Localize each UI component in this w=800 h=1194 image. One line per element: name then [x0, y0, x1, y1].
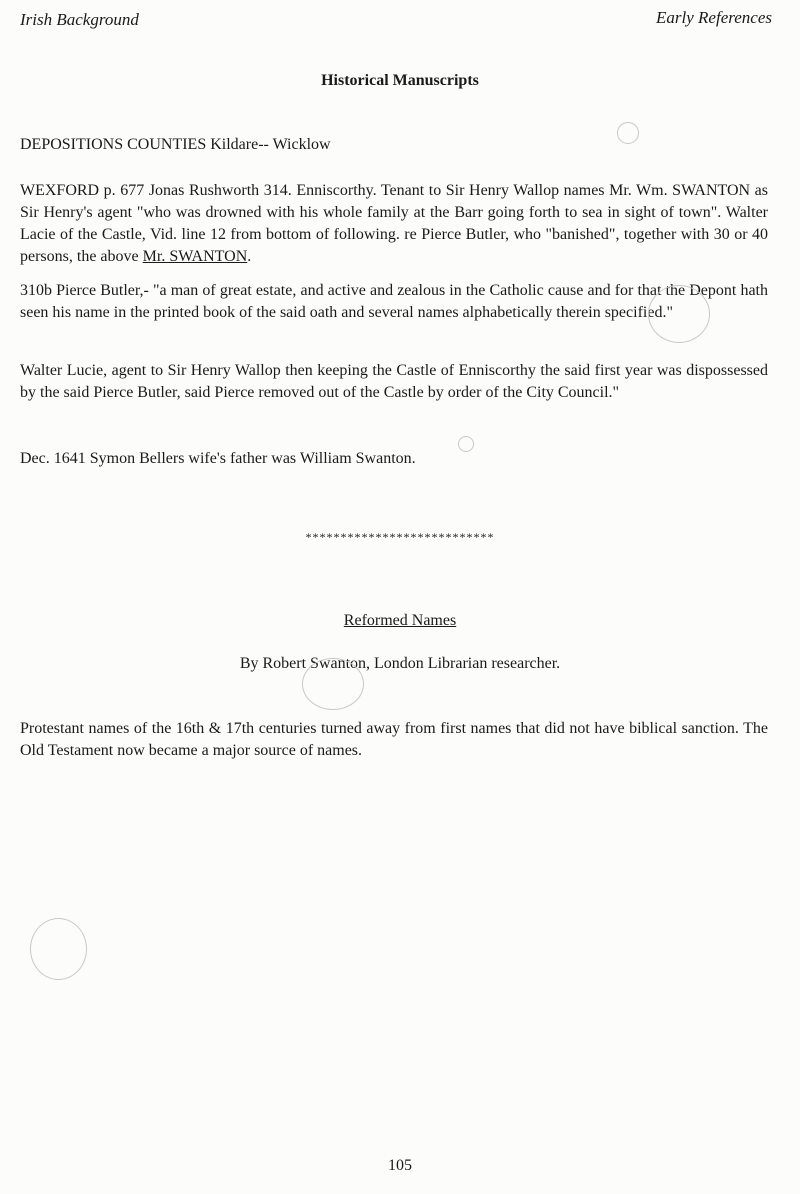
wexford-text: WEXFORD p. 677 Jonas Rushworth 314. Enniscorthy. Tenant to Sir Henry Wallop names Mr. Wm. SWANTON as Sir Henry's agent "who was drowned with his whole family at the Barr going forth to sea in sight of town". Walter Lacie of the Castle, Vid. line 12 from bottom of following. re Pierce Butler, who "banished", together with 30 or 40 persons, the above — [20, 182, 768, 265]
section-byline: By Robert Swanton, London Librarian researcher. — [239, 655, 561, 672]
header-right-title: Early References — [656, 8, 772, 27]
protestant-names-paragraph: Protestant names of the 16th & 17th centuries turned away from first names that did not have biblical sanction. The Old Testament now became a major source of names. — [20, 720, 768, 759]
page-title: Historical Manuscripts — [321, 72, 479, 89]
wexford-end: . — [247, 248, 252, 265]
walter-lucie-paragraph: Walter Lucie, agent to Sir Henry Wallop then keeping the Castle of Enniscorthy the said first year was dispossessed by the said Pierce Butler, said Pierce removed out of the Castle by order of the City Council." — [20, 362, 768, 401]
separator-stars: *************************** — [305, 530, 495, 544]
section-title: Reformed Names — [343, 612, 457, 629]
stain-mark — [30, 918, 87, 980]
symon-bellers-paragraph: Dec. 1641 Symon Bellers wife's father was William Swanton. — [20, 450, 416, 467]
wexford-paragraph — [20, 180, 768, 268]
header-left-title: Irish Background — [20, 10, 139, 29]
swanton-underlined: Mr. SWANTON — [142, 248, 248, 265]
depositions-heading: DEPOSITIONS COUNTIES Kildare-- Wicklow — [20, 136, 331, 153]
page-number: 105 — [388, 1157, 412, 1174]
pierce-butler-paragraph: 310b Pierce Butler,- "a man of great estate, and active and zealous in the Catholic cause and for that the Depont hath seen his name in the printed book of the said oath and several names alphabetically therein specified." — [20, 282, 768, 321]
